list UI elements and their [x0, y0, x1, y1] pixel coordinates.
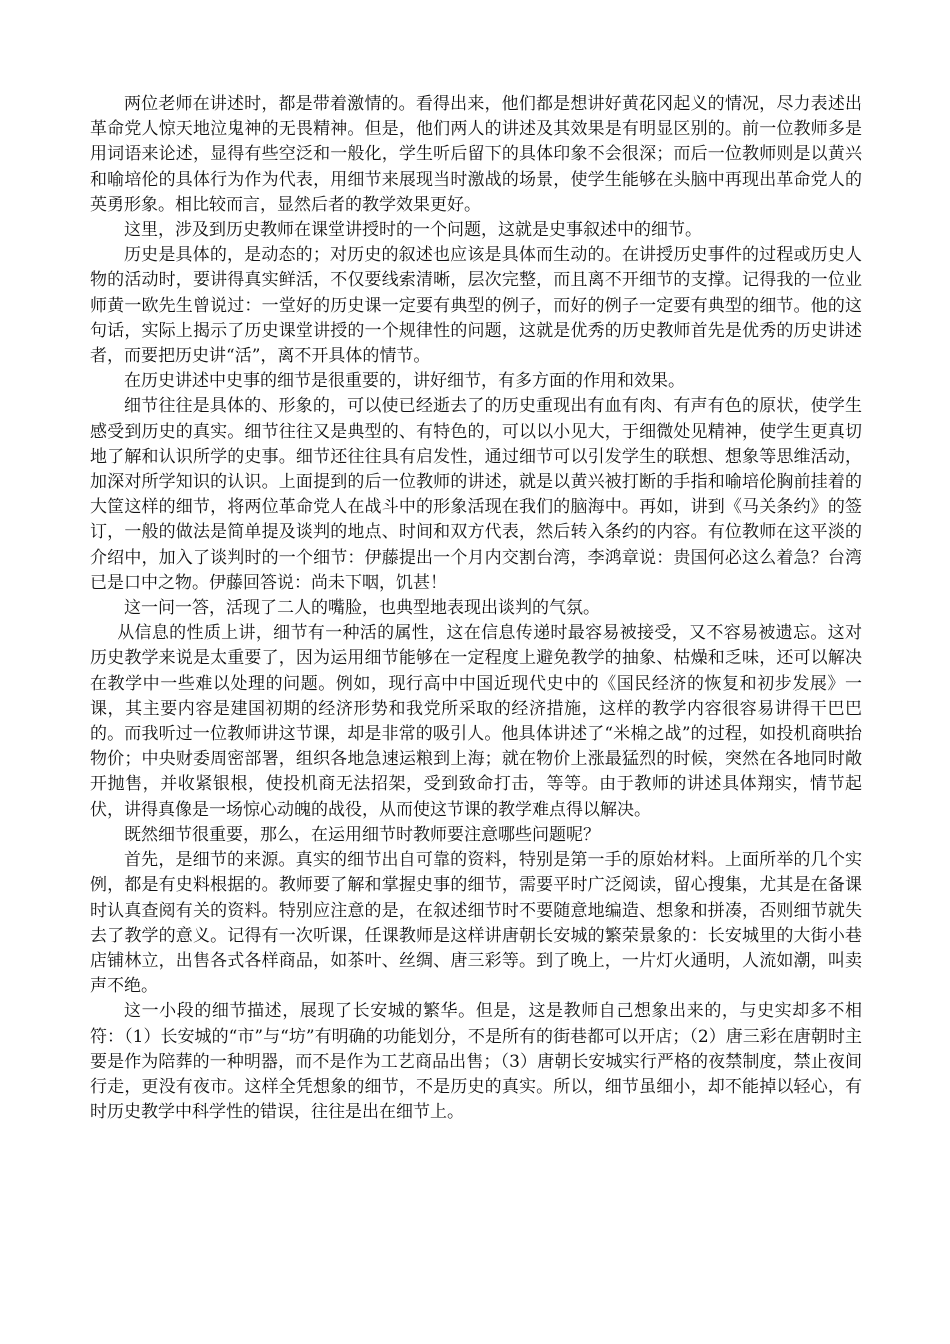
- paragraph: 这一问一答，活现了二人的嘴脸，也典型地表现出谈判的气氛。: [124, 598, 600, 619]
- paragraph: 首先，是细节的来源。真实的细节出自可靠的资料，特别是第一手的原始材料。上面所举的几个实例，都是有史料根据的。教师要了解和掌握史事的细节，需要平时广泛阅读，留心搜集，尤其是在备课时认真查阅有关的资料。特别应注意的是，在叙述细节时不要随意地编造、想象和拼凑，否则细节就失去了教学的意义。记得有一次听课，任课教师是这样讲唐朝长安城的繁荣景象的：长安城里的大街小巷店铺林立，出售各式各样商品，如茶叶、丝绸、唐三彩等。到了晚上，一片灯火通明，人流如潮，叫卖声不绝。: [90, 850, 862, 997]
- paragraph: 在历史讲述中史事的细节是很重要的，讲好细节，有多方面的作用和效果。: [124, 371, 685, 392]
- paragraph: 细节往往是具体的、形象的，可以使已经逝去了的历史重现出有血有肉、有声有色的原状，使学生感受到历史的真实。细节往往又是典型的、有特色的，可以以小见大，于细微处见精神，使学生更真切地了解和认识所学的史事。细节还往往具有启发性，通过细节可以引发学生的联想、想象等思维活动，加深对所学知识的认识。上面提到的后一位教师的讲述，就是以黄兴被打断的手指和喻培伦胸前挂着的大筐这样的细节，将两位革命党人在战斗中的形象活现在我们的脑海中。再如，讲到《马关条约》的签订，一般的做法是简单提及谈判的地点、时间和双方代表，然后转入条约的内容。有位教师在这平淡的介绍中，加入了谈判时的一个细节：伊藤提出一个月内交割台湾，李鸿章说：贵国何必这么着急？台湾已是口中之物。伊藤回答说：尚未下咽，饥甚！: [90, 396, 862, 593]
- paragraph: 从信息的性质上讲，细节有一种活的属性，这在信息传递时最容易被接受，又不容易被遗忘。这对历史教学来说是太重要了，因为运用细节能够在一定程度上避免教学的抽象、枯燥和乏味，还可以解决在教学中一些难以处理的问题。例如，现行高中中国近现代史中的《国民经济的恢复和初步发展》一课，其主要内容是建国初期的经济形势和我党所采取的经济措施，这样的教学内容很容易讲得干巴巴的。而我听过一位教师讲这节课，却是非常的吸引人。他具体讲述了“米棉之战”的过程，如投机商哄抬物价；中央财委周密部署，组织各地急速运粮到上海；就在物价上涨最猛烈的时候，突然在各地同时敞开抛售，并收紧银根，使投机商无法招架，受到致命打击，等等。由于教师的讲述具体翔实，情节起伏，讲得真像是一场惊心动魄的战役，从而使这节课的教学难点得以解决。: [90, 623, 862, 820]
- paragraph: 这一小段的细节描述，展现了长安城的繁华。但是，这是教师自己想象出来的，与史实却多不相符：（1）长安城的“市”与“坊”有明确的功能划分，不是所有的街巷都可以开店；（2）唐三彩在唐朝时主要是作为陪葬的一种明器，而不是作为工艺商品出售；（3）唐朝长安城实行严格的夜禁制度，禁止夜间行走，更没有夜市。这样全凭想象的细节，不是历史的真实。所以，细节虽细小，却不能掉以轻心，有时历史教学中科学性的错误，往往是出在细节上。: [90, 1001, 862, 1123]
- paragraph: 这里，涉及到历史教师在课堂讲授时的一个问题，这就是史事叙述中的细节。: [124, 220, 702, 241]
- paragraph: 既然细节很重要，那么，在运用细节时教师要注意哪些问题呢？: [124, 824, 600, 845]
- paragraph: 两位老师在讲述时，都是带着激情的。看得出来，他们都是想讲好黄花冈起义的情况，尽力表述出革命党人惊天地泣鬼神的无畏精神。但是，他们两人的讲述及其效果是有明显区别的。前一位教师多是用词语来论述，显得有些空泛和一般化，学生听后留下的具体印象不会很深；而后一位教师则是以黄兴和喻培伦的具体行为作为代表，用细节来展现当时激战的场景，使学生能够在头脑中再现出革命党人的英勇形象。相比较而言，显然后者的教学效果更好。: [90, 94, 862, 215]
- document-body: [90, 92, 862, 1125]
- paragraph: 历史是具体的，是动态的；对历史的叙述也应该是具体而生动的。在讲授历史事件的过程或历史人物的活动时，要讲得真实鲜活，不仅要线索清晰，层次完整，而且离不开细节的支撑。记得我的一位业师黄一欧先生曾说过：一堂好的历史课一定要有典型的例子，而好的例子一定要有典型的细节。他的这句话，实际上揭示了历史课堂讲授的一个规律性的问题，这就是优秀的历史教师首先是优秀的历史讲述者，而要把历史讲“活”，离不开具体的情节。: [90, 245, 862, 367]
